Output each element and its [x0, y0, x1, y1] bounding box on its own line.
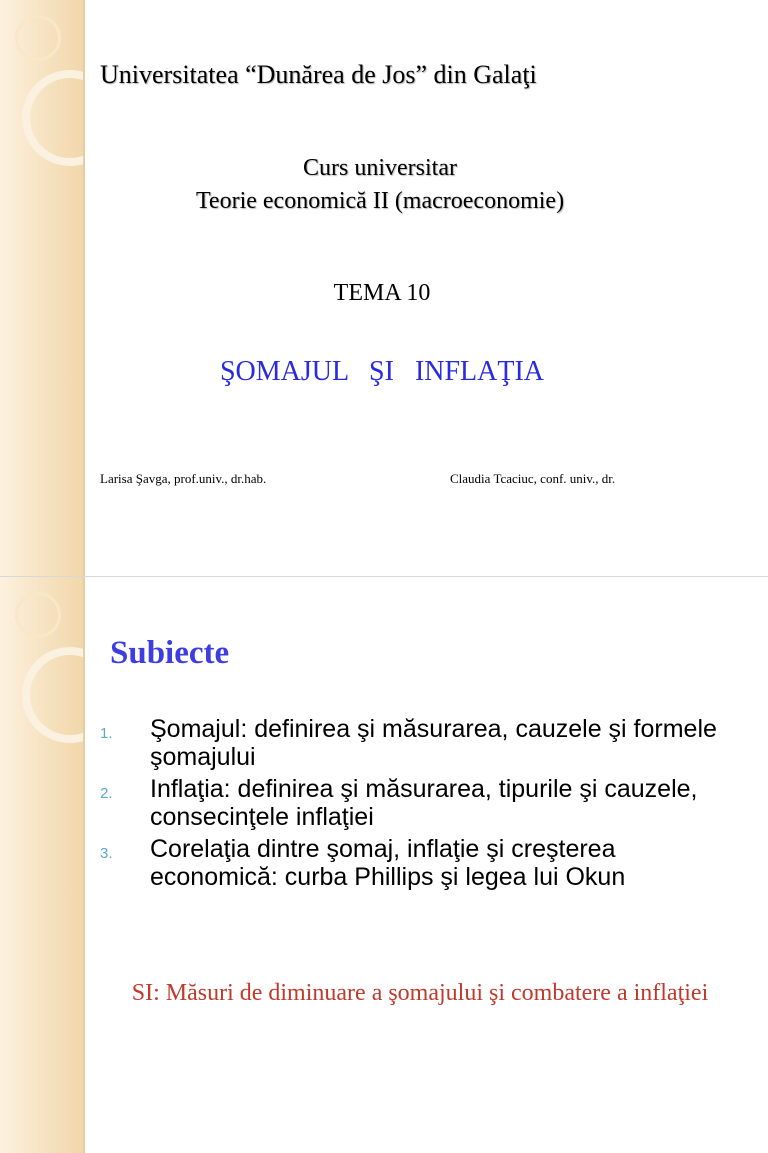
decorative-ring-icon	[22, 647, 85, 743]
list-number: 2.	[100, 785, 113, 802]
list-item-text: Inflaţia: definirea şi măsurarea, tipurile şi cauzele, consecinţele inflaţiei	[150, 775, 698, 831]
course-line: Teorie economică II (macroeconomie)	[195, 188, 565, 214]
decorative-stripe	[0, 0, 85, 576]
decorative-ring-icon	[15, 592, 61, 638]
course-line: Curs universitar	[303, 155, 457, 181]
decorative-stripe	[0, 577, 85, 1153]
list-item-text: Corelaţia dintre şomaj, inflaţie şi creşterea economică: curba Phillips şi legea lui Okun	[150, 835, 626, 891]
topic-title: ŞOMAJUL ŞI INFLAŢIA	[219, 356, 545, 387]
university-title: Universitatea “Dunărea de Jos” din Galaţi	[100, 60, 537, 89]
list-item	[100, 715, 750, 771]
author-name: Larisa Şavga, prof.univ., dr.hab.	[100, 471, 267, 486]
decorative-ring-icon	[22, 70, 85, 166]
list-item	[100, 835, 750, 891]
list-item-text: Şomajul: definirea şi măsurarea, cauzele şi formele şomajului	[150, 715, 717, 771]
list-number: 3.	[100, 845, 113, 862]
author-name: Claudia Tcaciuc, conf. univ., dr.	[450, 471, 616, 486]
stripe-edge	[83, 577, 85, 1153]
individual-study-note: SI: Măsuri de diminuare a şomajului şi combatere a inflaţiei	[131, 980, 709, 1006]
course-title	[100, 152, 660, 218]
subjects-list	[100, 715, 750, 895]
topic-number: TEMA 10	[333, 280, 431, 306]
decorative-ring-icon	[15, 15, 61, 61]
list-item	[100, 775, 750, 831]
slide-subjects	[0, 577, 768, 1153]
subjects-heading: Subiecte	[110, 635, 230, 671]
list-number: 1.	[100, 725, 113, 742]
slide-title	[0, 0, 768, 576]
stripe-edge	[83, 0, 85, 576]
